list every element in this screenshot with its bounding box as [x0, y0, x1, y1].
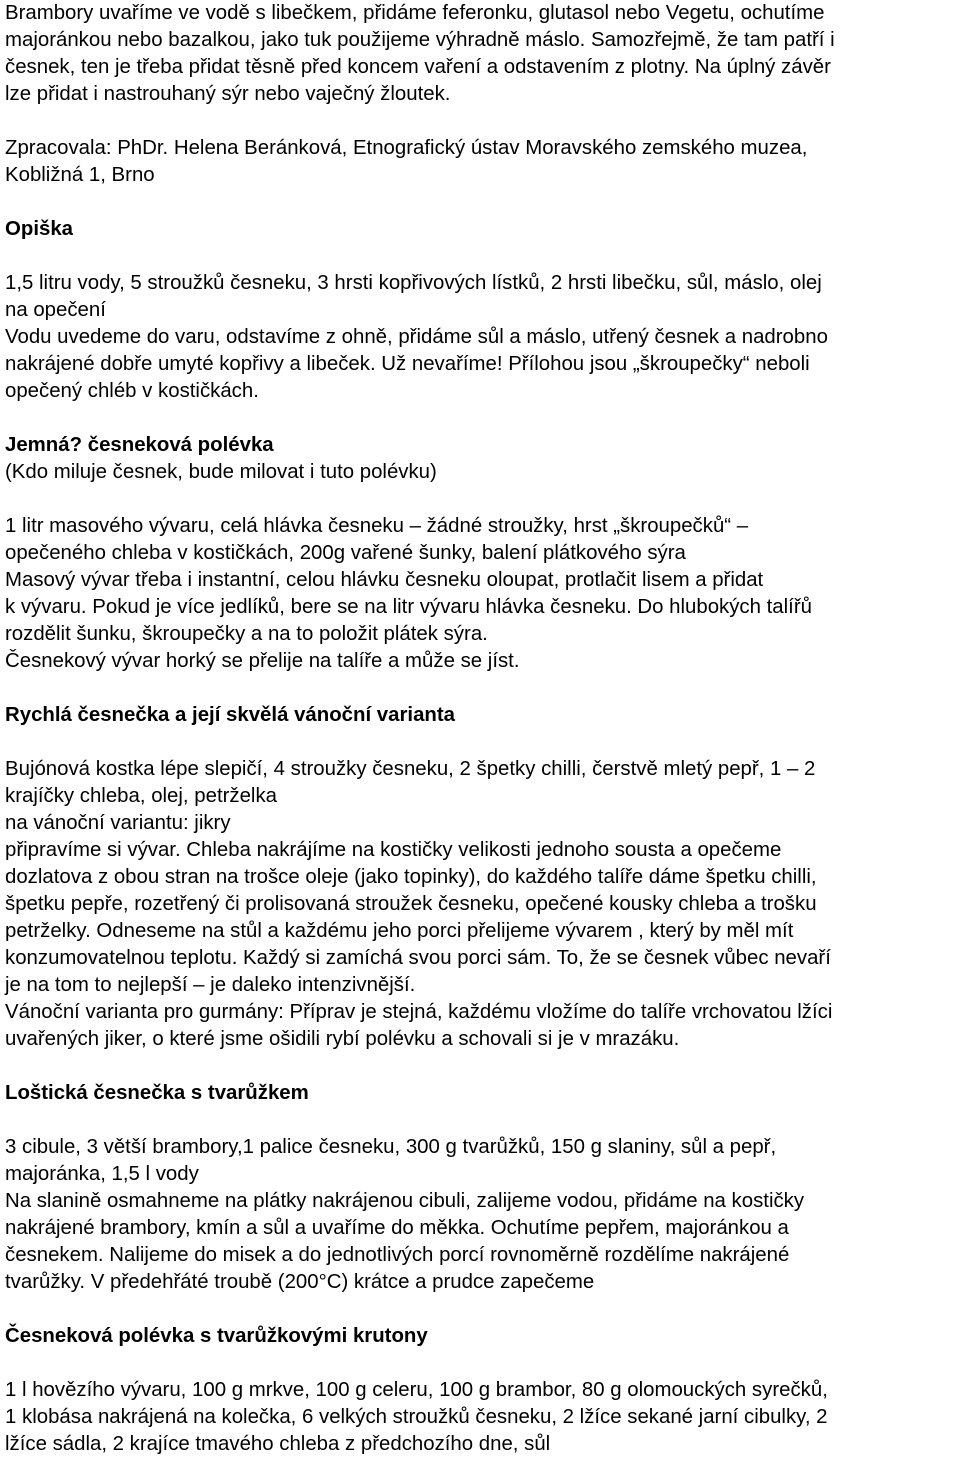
- section-title-rychla: Rychlá česnečka a její skvělá vánoční varianta: [5, 704, 455, 726]
- opiska-line: Vodu uvedeme do varu, odstavíme z ohně, přidáme sůl a máslo, utřený česnek a nadrobno: [5, 326, 828, 348]
- losticka-line: tvarůžky. V předehřáté troubě (200°C) krátce a prudce zapečeme: [5, 1271, 595, 1293]
- losticka-line: česnekem. Nalijeme do misek a do jednotlivých porcí rovnoměrně rozdělíme nakrájené: [5, 1244, 790, 1266]
- cesnekova-line: 1 klobása nakrájená na kolečka, 6 velkých stroužků česneku, 2 lžíce sekané jarní cibulky, 2: [5, 1406, 828, 1428]
- section-title-cesnekova: Česneková polévka s tvarůžkovými krutony: [5, 1325, 428, 1347]
- cesnekova-line: lžíce sádla, 2 krajíce tmavého chleba z předchozího dne, sůl: [5, 1433, 551, 1455]
- jemna-subtitle: (Kdo miluje česnek, bude milovat i tuto polévku): [5, 461, 437, 483]
- opiska-line: na opečení: [5, 299, 106, 321]
- intro-line: lze přidat i nastrouhaný sýr nebo vaječný žloutek.: [5, 83, 451, 105]
- rychla-line: konzumovatelnou teplotu. Každý si zamíchá svou porci sám. To, že se česnek vůbec nevaří: [5, 947, 831, 969]
- rychla-line: špetku pepře, rozetřený či prolisovaná stroužek česneku, opečené kousky chleba a trošku: [5, 893, 817, 915]
- losticka-line: 3 cibule, 3 větší brambory,1 palice česneku, 300 g tvarůžků, 150 g slaniny, sůl a pepř,: [5, 1136, 777, 1158]
- rychla-line: na vánoční variantu: jikry: [5, 812, 231, 834]
- jemna-line: 1 litr masového vývaru, celá hlávka česneku – žádné stroužky, hrst „škroupečků“ –: [5, 515, 749, 537]
- rychla-line: Vánoční varianta pro gurmány: Příprav je stejná, každému vložíme do talíře vrchovatou lžíci: [5, 1001, 833, 1023]
- losticka-line: majoránka, 1,5 l vody: [5, 1163, 199, 1185]
- jemna-line: k vývaru. Pokud je více jedlíků, bere se na litr vývaru hlávka česneku. Do hlubokých talířů: [5, 596, 812, 618]
- opiska-line: 1,5 litru vody, 5 stroužků česneku, 3 hrsti kopřivových lístků, 2 hrsti libečku, sůl, máslo, olej: [5, 272, 822, 294]
- intro-line: Brambory uvaříme ve vodě s libečkem, přidáme feferonku, glutasol nebo Vegetu, ochutíme: [5, 2, 825, 24]
- intro-line: česnek, ten je třeba přidat těsně před koncem vaření a odstavením z plotny. Na úplný závěr: [5, 56, 831, 78]
- credit-line: Zpracovala: PhDr. Helena Beránková, Etnografický ústav Moravského zemského muzea,: [5, 137, 808, 159]
- intro-line: majoránkou nebo bazalkou, jako tuk použijeme výhradně máslo. Samozřejmě, že tam patří i: [5, 29, 835, 51]
- rychla-line: uvařených jiker, o které jsme ošidili rybí polévku a schovali si je v mrazáku.: [5, 1028, 680, 1050]
- rychla-line: krajíčky chleba, olej, petrželka: [5, 785, 277, 807]
- jemna-line: rozdělit šunku, škroupečky a na to položit plátek sýra.: [5, 623, 488, 645]
- jemna-line: Masový vývar třeba i instantní, celou hlávku česneku oloupat, protlačit lisem a přidat: [5, 569, 764, 591]
- opiska-line: nakrájené dobře umyté kopřivy a libeček. Už nevaříme! Přílohou jsou „škroupečky“ neboli: [5, 353, 810, 375]
- rychla-line: petrželky. Odneseme na stůl a každému jeho porci přelijeme vývarem , který by měl mít: [5, 920, 794, 942]
- cesnekova-line: 1 l hovězího vývaru, 100 g mrkve, 100 g celeru, 100 g brambor, 80 g olomouckých syrečků,: [5, 1379, 828, 1401]
- losticka-line: Na slanině osmahneme na plátky nakrájenou cibuli, zalijeme vodou, přidáme na kostičky: [5, 1190, 805, 1212]
- opiska-line: opečený chléb v kostičkách.: [5, 380, 259, 402]
- jemna-line: Česnekový vývar horký se přelije na talíře a může se jíst.: [5, 650, 520, 672]
- credit-line: Kobližná 1, Brno: [5, 164, 155, 186]
- section-title-opiska: Opiška: [5, 218, 74, 240]
- rychla-line: dozlatova z obou stran na trošce oleje (jako topinky), do každého talíře dáme špetku chilli,: [5, 866, 817, 888]
- section-title-jemna: Jemná? česneková polévka: [5, 434, 274, 456]
- rychla-line: je na tom to nejlepší – je daleko intenzivnější.: [5, 974, 416, 996]
- losticka-line: nakrájené brambory, kmín a sůl a uvaříme do měkka. Ochutíme pepřem, majoránkou a: [5, 1217, 789, 1239]
- rychla-line: Bujónová kostka lépe slepičí, 4 stroužky česneku, 2 špetky chilli, čerstvě mletý pepř, 1 – 2: [5, 758, 816, 780]
- rychla-line: připravíme si vývar. Chleba nakrájíme na kostičky velikosti jednoho sousta a opečeme: [5, 839, 782, 861]
- jemna-line: opečeného chleba v kostičkách, 200g vařené šunky, balení plátkového sýra: [5, 542, 686, 564]
- section-title-losticka: Loštická česnečka s tvarůžkem: [5, 1082, 309, 1104]
